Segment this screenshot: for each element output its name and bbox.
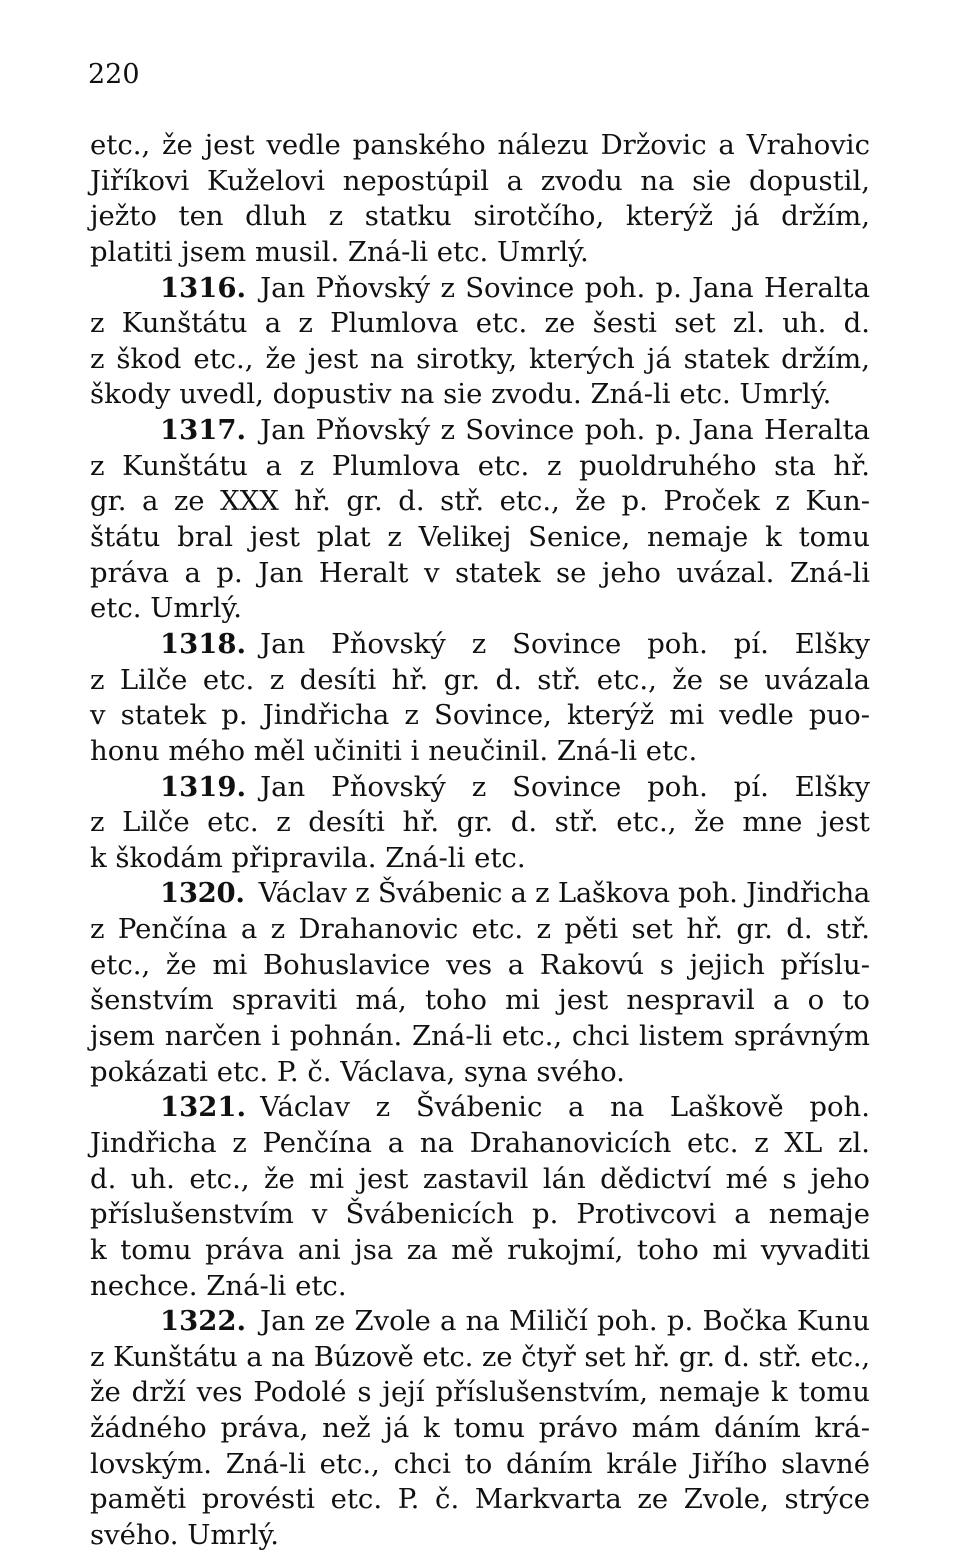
text-line: Jindřicha z Penčína a na Drahanovicích etc. z XL zl.	[90, 1126, 870, 1159]
text-line: lovským. Zná-li etc., chci to dáním krále Jiřího slavné	[90, 1447, 870, 1480]
text-line: škody uvedl, dopustiv na sie zvodu. Zná-li etc. Umrlý.	[90, 378, 832, 411]
text-line: Jiříkovi Kuželovi nepostúpil a zvodu na sie dopustil,	[90, 164, 870, 197]
entry-number: 1316.	[160, 271, 247, 304]
page-text	[90, 128, 870, 1554]
text-line: z Lilče etc. z desíti hř. gr. d. stř. etc., že mne jest	[90, 806, 870, 839]
text-line: etc. Umrlý.	[90, 592, 243, 625]
entry-text: Jan Pňovský z Sovince poh. pí. Elšky	[260, 770, 870, 803]
entry-1321-first-line	[90, 1090, 870, 1126]
text-line: z Kunštátu a na Búzově etc. ze čtyř set hř. gr. d. stř. etc.,	[90, 1340, 870, 1373]
text-line: štátu bral jest plat z Velikej Senice, nemaje k tomu	[90, 521, 870, 554]
entry-1322-first-line	[90, 1304, 870, 1340]
text-line: honu mého měl učiniti i neučinil. Zná-li etc.	[90, 734, 698, 767]
text-line: pokázati etc. P. č. Václava, syna svého.	[90, 1055, 625, 1088]
entry-number: 1318.	[160, 627, 247, 660]
entry-text: Václav z Švábenic a z Laškova poh. Jindřicha	[258, 877, 870, 910]
entry-number: 1320.	[160, 877, 245, 910]
text-line: z Kunštátu a z Plumlova etc. z puoldruhého sta hř.	[90, 449, 870, 482]
text-line: z škod etc., že jest na sirotky, kterých já statek držím,	[90, 342, 870, 375]
text-line: že drží ves Podolé s její příslušenstvím, nemaje k tomu	[90, 1376, 870, 1409]
entry-text: Václav z Švábenic a na Laškově poh.	[260, 1091, 870, 1124]
entry-number: 1321.	[160, 1091, 247, 1124]
text-line: nechce. Zná-li etc.	[90, 1269, 347, 1302]
entry-1316-first-line	[90, 271, 870, 307]
text-line: jsem narčen i pohnán. Zná-li etc., chci listem správným	[90, 1020, 870, 1053]
text-line: příslušenstvím v Švábenicích p. Protivcovi a nemaje	[90, 1198, 870, 1231]
entry-text: Jan ze Zvole a na Miličí poh. p. Bočka Kunu	[260, 1305, 870, 1338]
text-line: svého. Umrlý.	[90, 1518, 280, 1551]
text-line: k škodám připravila. Zná-li etc.	[90, 841, 526, 874]
text-line: platiti jsem musil. Zná-li etc. Umrlý.	[90, 235, 589, 268]
text-line: z Lilče etc. z desíti hř. gr. d. stř. etc., že se uvázala	[90, 663, 870, 696]
entry-1319-first-line	[90, 770, 870, 806]
text-line: práva a p. Jan Heralt v statek se jeho uvázal. Zná-li	[90, 556, 870, 589]
entry-number: 1317.	[160, 414, 247, 447]
text-line: etc., že jest vedle panského nálezu Držovic a Vrahovic	[90, 129, 870, 161]
text-line: z Kunštátu a z Plumlova etc. ze šesti set zl. uh. d.	[90, 307, 870, 340]
entry-text: Jan Pňovský z Sovince poh. p. Jana Heralta	[260, 414, 870, 447]
text-line: d. uh. etc., že mi jest zastavil lán dědictví mé s jeho	[90, 1162, 870, 1195]
text-line: z Penčína a z Drahanovic etc. z pěti set hř. gr. d. stř.	[90, 913, 870, 946]
entry-number: 1322.	[160, 1305, 247, 1338]
text-line: paměti provésti etc. P. č. Markvarta ze Zvole, strýce	[90, 1483, 870, 1516]
text-line: ježto ten dluh z statku sirotčího, kterýž já držím,	[90, 200, 870, 233]
entry-1318-first-line	[90, 627, 870, 663]
text-line: žádného práva, než já k tomu právo mám dáním krá-	[90, 1412, 870, 1445]
text-line: v statek p. Jindřicha z Sovince, kterýž mi vedle puo-	[90, 699, 870, 732]
text-line: šenstvím spraviti má, toho mi jest nespravil a o to	[90, 984, 870, 1017]
entry-text: Jan Pňovský z Sovince poh. p. Jana Heralta	[260, 271, 870, 304]
text-line: etc., že mi Bohuslavice ves a Rakovú s jejich příslu-	[90, 948, 870, 981]
text-line: gr. a ze XXX hř. gr. d. stř. etc., že p. Proček z Kun-	[90, 485, 870, 518]
entry-1320-first-line	[90, 876, 870, 912]
page-number: 220	[88, 59, 140, 90]
entry-number: 1319.	[160, 770, 247, 803]
entry-text: Jan Pňovský z Sovince poh. pí. Elšky	[260, 627, 870, 660]
text-line: k tomu práva ani jsa za mě rukojmí, toho mi vyvaditi	[90, 1233, 870, 1266]
entry-1317-first-line	[90, 413, 870, 449]
